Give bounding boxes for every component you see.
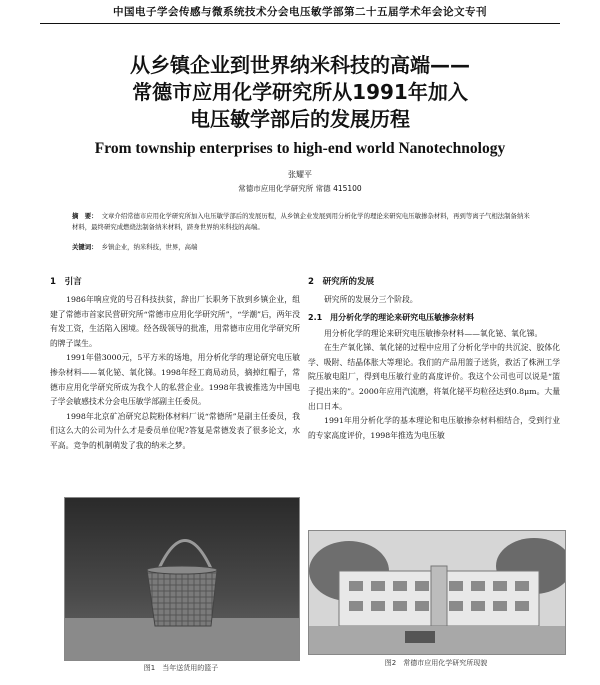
english-title: From township enterprises to high-end world Nanotechnology — [94, 140, 506, 157]
keywords-text: 乡镇企业，纳米科技，世界，高端 — [101, 243, 198, 251]
paragraph: 1998年北京矿冶研究总院粉体材料厂说“常德所”是副主任委员，我们这么大的公司为什么才是委员单位呢?答复是常德发表了很多论文，水平高。竞争的机制萌发了我的纳米之梦。 — [50, 411, 300, 450]
paragraph: 在生产氧化锑、氧化铋的过程中应用了分析化学中的共沉淀、胶体化学、吸附、结晶体胀大等理论。我们的产品用篮子送货，救活了株洲工学院压敏电阻厂，得到电压敏行业的高度评价。我这个公司也可以说是“篮子提出来的”。2000年应用汽流磨，将氧化铋平均粒径达到0.8μm。大量出口日本。 — [308, 343, 560, 411]
author-name: 张耀平 — [288, 170, 312, 179]
institute-photo-image — [309, 531, 565, 654]
section-2-heading: 2 研究所的发展 — [308, 277, 375, 287]
chinese-title — [30, 52, 570, 133]
section-2-intro: 研究所的发展分三个阶段。 — [324, 295, 418, 304]
keywords — [72, 242, 532, 251]
right-column — [308, 275, 560, 443]
figure-1-caption: 图1 当年送货用的篮子 — [143, 664, 219, 672]
title-line-3: 电压敏学部后的发展历程 — [190, 107, 410, 131]
abstract-text: 文章介绍常德市应用化学研究所加入电压敏学部后的发展历程，从乡镇企业发展到用分析化学的理论来研究电压敏掺杂材料，再到等离子气相法制备纳米材料，最终研究成燃烧法制备纳米材料，跻身世界纳米科技的高端。 — [72, 212, 530, 231]
subsection-2-1-heading: 2.1 用分析化学的理论来研究电压敏掺杂材料 — [308, 312, 475, 322]
paragraph: 1986年响应党的号召科技扶贫，辞出厂长职务下放到乡镇企业，组建了常德市首家民营研究所“常德市应用化学研究所”，“学潮”后，两年没有发工资，生活陷入困境。经各级领导的批准，用常德市应用化学研究所的牌子谋生。 — [50, 295, 300, 348]
paragraph: 1991年用分析化学的基本理论和电压敏掺杂材料相结合，受到行业的专家高度评价，1998年推选为电压敏 — [308, 416, 560, 440]
paragraph: 用分析化学的理论来研究电压敏掺杂材料——氧化铋、氧化锑。 — [324, 328, 543, 338]
figure-basket-photo — [64, 497, 300, 661]
basket-photo-image — [65, 498, 299, 660]
title-line-1: 从乡镇企业到世界纳米科技的高端—— — [130, 53, 470, 77]
title-line-2: 常德市应用化学研究所从1991年加入 — [132, 80, 468, 104]
author-affiliation: 常德市应用化学研究所 常德 415100 — [238, 184, 362, 193]
abstract — [72, 211, 532, 233]
left-column — [50, 275, 300, 454]
figure-institute-photo — [308, 530, 566, 655]
running-head: 中国电子学会传感与微系统技术分会电压敏学部第二十五届学术年会论文专刊 — [40, 4, 560, 24]
keywords-label: 关键词： — [72, 243, 98, 251]
paragraph: 1991年借3000元，5平方米的场地，用分析化学的理论研究电压敏掺杂材料——氧化铋、氧化锑。1998年经工商局动员，摘掉红帽子，常德市应用化学研究所成为我个人的私营企业。1998年我被推选为中国电子学会敏感技术分会电压敏学部副主任委员。 — [50, 353, 300, 407]
figure-2-caption: 图2 常德市应用化学研究所现貌 — [384, 659, 488, 667]
section-1-heading: 1 引言 — [50, 277, 82, 287]
abstract-label: 摘 要： — [72, 212, 98, 220]
